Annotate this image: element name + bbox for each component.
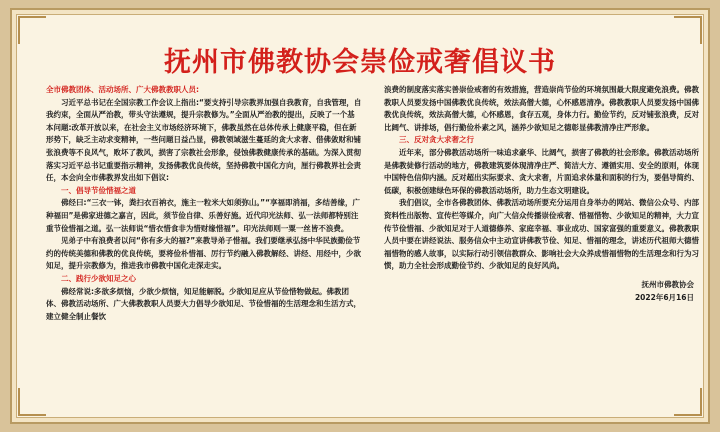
paragraph: 我们倡议，全市各佛教团体、佛教活动场所要充分运用自身举办的网站、微信公众号、内部资料性出版物、宣传栏等媒介，向广大信众传播崇俭戒奢、惜福惜物、少欲知足的精神，大力宣传节俭惜福、少欲知足对于人道德修养、家庭幸福、事业成功、国家富强的重要意义。佛教教职人员中要在讲经说法、服务信众中主动宣讲佛教节俭、知足、惜福的理念，讲述历代祖师大德惜福惜物的感人故事，以实际行动引领信教群众、影响社会大众养成惜福惜物的生活理念和行为习惯，助力全社会形成勤俭节约、少欲知足的良好风尚。 xyxy=(384,198,699,271)
date: 2022年6月16日 xyxy=(634,292,694,302)
corner-ornament xyxy=(674,388,702,416)
salutation: 全市佛教团体、活动场所、广大佛教教职人员: xyxy=(46,85,199,94)
section-heading: 三、反对贪大求奢之行 xyxy=(399,135,474,145)
paragraph: 佛经曰:“三衣一钵，粪扫衣百衲衣，施主一粒米大如须弥山。”“享福即消福，多结善缘，广种福田”是佛家进德之嘉言，因此，须节俭自律、乐善好施。近代印光法师、弘一法师都特别注重节俭惜福之道。弘一法师说“惜衣惜食非为惜财缘惜福”。印光法师则一粟一丝皆不浪费。 xyxy=(46,198,361,233)
page-title: 抚州市佛教协会崇俭戒奢倡议书 xyxy=(164,47,556,78)
left-column xyxy=(46,84,362,323)
paragraph: 见弟子中有浪费者以问“你有多大的福?”来教导弟子惜福。我们要继承弘扬中华民族勤俭节约的传统美德和佛教的优良传统，要将俭朴惜福、厉行节约融入佛教解经、讲经、用经中，少欲知足，提升宗教修为，推进我市佛教中国化走深走实。 xyxy=(46,236,361,271)
paragraph: 近年来，部分佛教活动场所一味追求豪华、比阔气，损害了佛教的社会形象。佛教活动场所是佛教徒修行活动的地方，佛教建筑要体现清净庄严、简洁大方、遵循实用、安全的原则，体现中国特色信仰内涵。反对超出实际要求、贪大求奢，片面追求体量和面积的行为，要倡导简约、低碳，积极创建绿色环保的佛教活动场所，助力生态文明建设。 xyxy=(384,147,699,195)
paragraph: 习近平总书记在全国宗教工作会议上指出:“要支持引导宗教界加强自我教育，自我管理，自我约束，全面从严治教，带头守法遵规，提升宗教修为。”全面从严治教的提出，反映了一个基本问题:改革开放以来，在社会主义市场经济环境下，佛教虽然在总体传承上健康平稳，但在新形势下，缺乏主动求变精神，一些问题日益凸显，佛教领域滋生蔓延的贪大求奢、借佛敛财和铺张浪费等不良风气，败坏了教风，损害了宗教社会形象，侵蚀佛教健康传承的基础。为深入贯彻落实习近平总书记重要指示精神，发扬佛教优良传统，坚持佛教中国化方向，厘行佛教界社会责任，本会向全市佛教界发出如下倡议: xyxy=(46,97,362,183)
signature: 抚州市佛教协会 xyxy=(641,279,694,289)
section-heading: 二、践行少欲知足之心 xyxy=(61,273,136,283)
paragraph: 佛经常说:多欲多烦恼，少欲少烦恼，知足能解脱。少欲知足应从节俭惜物做起。佛教团体、佛教活动场所、广大佛教教职人员要大力倡导少欲知足、节俭惜福的生活理念和生活方式，建立健全制止餐饮 xyxy=(46,286,361,321)
corner-ornament xyxy=(18,388,46,416)
section-heading: 一、倡导节俭惜福之道 xyxy=(61,185,136,195)
paragraph: 浪费的制度落实落实善崇俭戒奢的有效措施，营造崇尚节俭的环境氛围最大限度避免浪费。佛教教职人员要发扬中国佛教优良传统，效法高僧大德，心怀感恩清净。佛教教职人员要发扬中国佛教优良传统，效法高僧大德，心怀感恩，食存五观，身体力行。勤俭节约，反对铺张浪费，反对比阔气、讲排场，倡行勤俭朴素之风，涵养少欲知足之德彰显佛教清净庄严形象。 xyxy=(384,85,699,132)
right-column xyxy=(384,84,700,304)
